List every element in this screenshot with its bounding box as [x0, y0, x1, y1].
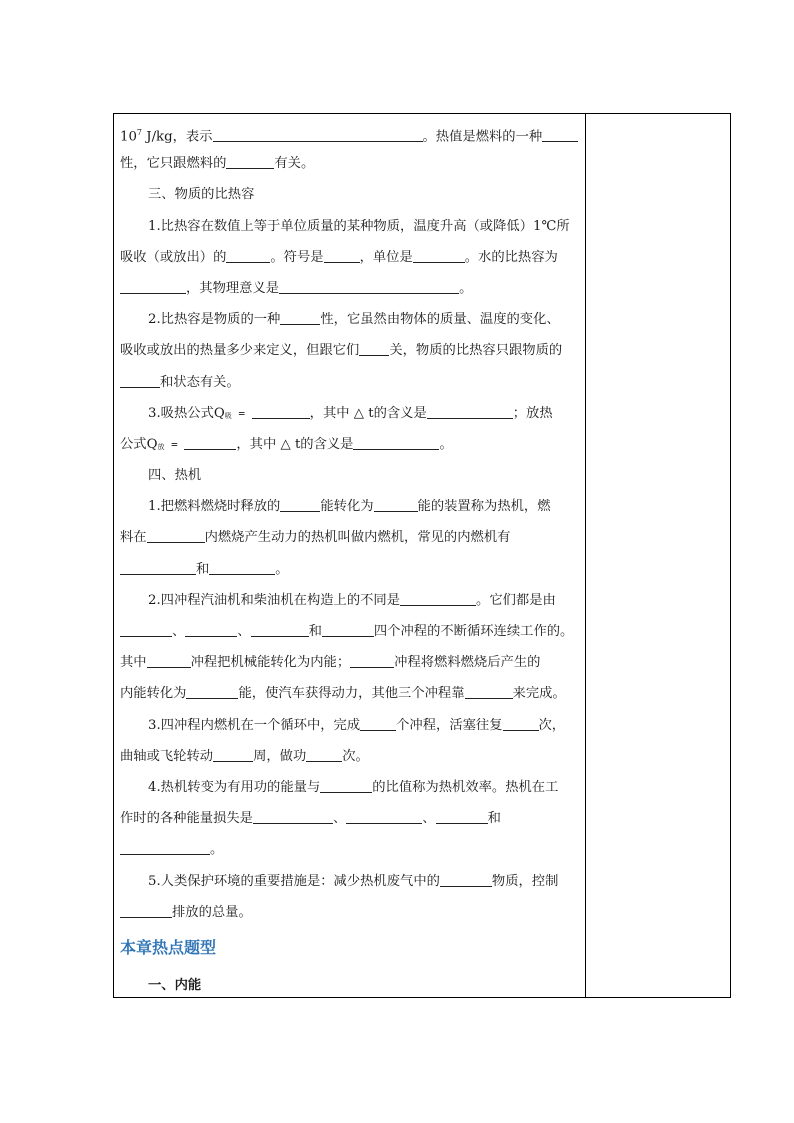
answer-blank[interactable] [374, 495, 418, 512]
text-segment: 和 [308, 624, 322, 639]
answer-blank[interactable] [185, 620, 237, 637]
text-segment: 10 [120, 129, 137, 145]
text-segment: 的比值称为热机效率。热机在工 [372, 779, 559, 795]
answer-blank[interactable] [120, 901, 172, 918]
text-segment: 四个冲程的不断循环连续工作的。 [373, 624, 574, 639]
text-segment: 和 [487, 811, 501, 827]
text-segment: 内能转化为 [120, 686, 187, 702]
text-line [120, 866, 582, 897]
text-line [120, 616, 582, 647]
text-segment: ，其中 △ t的含义是 [236, 436, 354, 452]
text-segment: ，其物理意义是 [186, 280, 280, 296]
text-segment: 、 [332, 811, 347, 827]
column-divider [585, 114, 586, 997]
text-segment: 。它们都是由 [476, 592, 556, 608]
answer-blank[interactable] [226, 152, 274, 169]
answer-blank[interactable] [120, 620, 172, 637]
text-line [120, 834, 582, 865]
section-title: 一、内能 [148, 977, 202, 993]
subscript: 放 [157, 442, 165, 451]
answer-blank[interactable] [252, 402, 310, 419]
superscript: 7 [136, 128, 143, 137]
text-segment: 冲程将燃料燃烧后产生的 [394, 655, 541, 671]
text-line [120, 117, 582, 148]
text-segment: ，其中 △ t的含义是 [309, 405, 427, 421]
text-segment: 冲程把机械能转化为内能； [190, 655, 351, 671]
text-line [120, 741, 582, 772]
worksheet-table [113, 113, 731, 998]
text-segment: 。水的比热容为 [464, 249, 558, 265]
text-segment: 、 [172, 624, 186, 639]
answer-blank[interactable] [120, 277, 186, 294]
text-segment: J/kg，表示 [142, 129, 213, 145]
text-segment: 。热值是燃料的一种 [422, 129, 543, 145]
text-line [120, 772, 582, 803]
answer-blank[interactable] [440, 870, 492, 887]
text-segment: 、 [237, 624, 251, 639]
text-segment: 有关。 [274, 156, 315, 172]
answer-blank[interactable] [147, 651, 191, 668]
answer-blank[interactable] [186, 682, 238, 699]
text-line [120, 803, 582, 834]
text-segment: 。 [439, 436, 453, 452]
text-segment: 2.四冲程汽油机和柴油机在构造上的不同是 [148, 592, 401, 608]
answer-blank[interactable] [251, 620, 309, 637]
text-line [120, 554, 582, 585]
text-segment: 其中 [120, 655, 147, 671]
text-line [120, 335, 582, 366]
chapter-title: 本章热点题型 [120, 937, 217, 957]
text-line [120, 398, 582, 429]
text-line [120, 429, 582, 460]
text-segment: 料在 [120, 530, 147, 546]
text-segment: 。 [459, 280, 473, 296]
answer-blank[interactable] [436, 807, 488, 824]
answer-blank[interactable] [226, 246, 270, 263]
section-heading: 三、物质的比热容 [148, 187, 255, 203]
answer-blank[interactable] [120, 838, 210, 855]
text-line [120, 522, 582, 553]
subscript: 吸 [224, 411, 232, 420]
text-line [120, 710, 582, 741]
answer-blank[interactable] [147, 526, 205, 543]
text-segment: 。符号是 [270, 249, 324, 265]
answer-blank[interactable] [503, 714, 539, 731]
text-line [120, 491, 582, 522]
text-line [120, 211, 582, 242]
text-segment: 周，做功 [253, 748, 307, 764]
answer-blank[interactable] [427, 402, 513, 419]
text-segment: 关，物质的比热容只跟物质的 [389, 343, 563, 359]
text-segment: ；放热 [512, 405, 553, 421]
answer-blank[interactable] [213, 745, 253, 762]
text-segment: ，单位是 [359, 249, 413, 265]
text-segment: 5.人类保护环境的重要措施是：减少热机废气中的 [148, 873, 440, 889]
text-line [120, 148, 582, 179]
answer-blank[interactable] [400, 589, 476, 606]
text-line [120, 242, 582, 273]
text-segment: 排放的总量。 [172, 904, 252, 920]
answer-blank[interactable] [306, 745, 342, 762]
text-segment: 物质，控制 [491, 873, 559, 889]
text-segment: 性，它虽然由物体的质量、温度的变化、 [320, 312, 560, 328]
content-cell [120, 117, 582, 1004]
text-segment: 次。 [342, 748, 369, 764]
text-line [120, 647, 582, 678]
text-segment: 、 [422, 811, 436, 827]
text-segment: = [231, 406, 252, 420]
answer-blank[interactable] [280, 495, 320, 512]
answer-blank[interactable] [280, 308, 320, 325]
answer-blank[interactable] [209, 558, 275, 575]
text-line [120, 678, 582, 709]
answer-blank[interactable] [320, 776, 372, 793]
text-segment: 和状态有关。 [160, 374, 240, 390]
text-segment: 能的装置称为热机，燃 [417, 499, 551, 515]
answer-blank[interactable] [324, 246, 360, 263]
text-segment: 能，使汽车获得动力，其他三个冲程靠 [238, 686, 465, 702]
text-segment: 4.热机转变为有用功的能量与 [148, 779, 321, 795]
answer-blank[interactable] [413, 246, 465, 263]
answer-blank[interactable] [346, 807, 422, 824]
text-segment: 内燃烧产生动力的热机叫做内燃机，常见的内燃机有 [204, 530, 511, 546]
section-heading: 四、热机 [148, 468, 202, 484]
text-segment: 。 [210, 842, 224, 858]
answer-blank[interactable] [213, 125, 423, 142]
text-segment: 3.吸热公式Q [148, 405, 225, 421]
answer-blank[interactable] [542, 125, 578, 142]
text-segment: 1.比热容在数值上等于单位质量的某种物质，温度升高（或降低）1℃所 [148, 218, 570, 234]
answer-blank[interactable] [350, 651, 394, 668]
answer-blank[interactable] [279, 277, 459, 294]
text-segment: 和 [196, 561, 210, 577]
answer-blank[interactable] [353, 433, 439, 450]
text-segment: 曲轴或飞轮转动 [120, 748, 214, 764]
text-segment: 3.四冲程内燃机在一个循环中，完成 [148, 717, 361, 733]
text-segment: = [164, 437, 185, 451]
answer-blank[interactable] [360, 714, 396, 731]
text-segment: 能转化为 [320, 499, 374, 515]
text-segment: 个冲程，活塞往复 [396, 717, 503, 733]
text-line [120, 897, 582, 928]
text-segment: 2.比热容是物质的一种 [148, 312, 281, 328]
answer-blank[interactable] [253, 807, 333, 824]
text-segment: 作时的各种能量损失是 [120, 811, 253, 827]
text-segment: 。 [275, 561, 289, 577]
answer-blank[interactable] [120, 558, 196, 575]
text-segment: 吸收（或放出）的 [120, 249, 227, 265]
text-line [120, 273, 582, 304]
answer-blank[interactable] [184, 433, 236, 450]
text-line [120, 304, 582, 335]
answer-blank[interactable] [322, 620, 374, 637]
text-line [120, 367, 582, 398]
answer-blank[interactable] [359, 339, 389, 356]
answer-blank[interactable] [465, 682, 513, 699]
text-segment: 性，它只跟燃料的 [120, 156, 227, 172]
text-segment: 吸收或放出的热量多少来定义，但跟它们 [120, 343, 360, 359]
text-segment: 来完成。 [512, 686, 566, 702]
text-segment: 1.把燃料燃烧时释放的 [148, 499, 281, 515]
text-line [120, 585, 582, 616]
text-segment: 公式Q [120, 436, 158, 452]
answer-blank[interactable] [120, 371, 160, 388]
text-segment: 次， [538, 717, 566, 733]
